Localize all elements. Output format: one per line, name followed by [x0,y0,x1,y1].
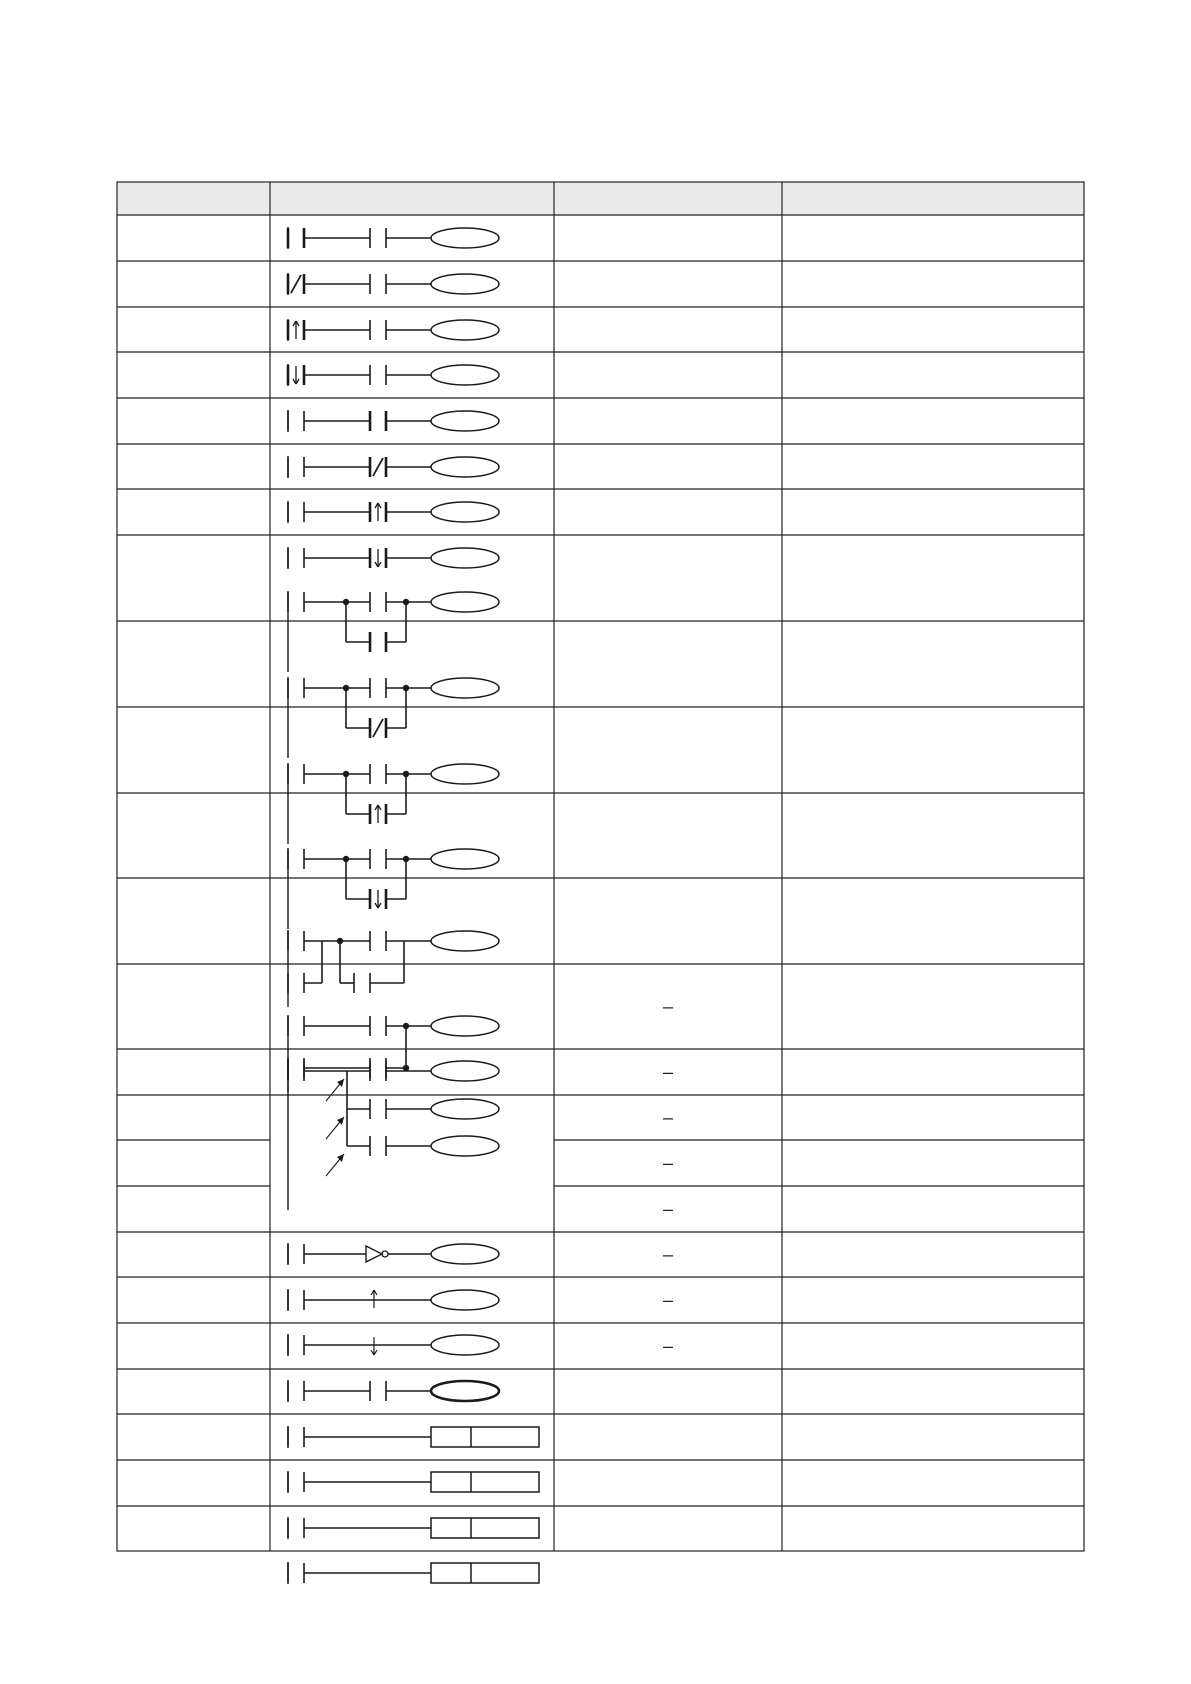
ladder-symbol-branch-push-read-pop [288,1058,499,1210]
ladder-symbol-pulse-rising [288,1289,499,1311]
ladder-symbol-contact-rising-series [288,319,499,341]
table-border [117,182,1084,1551]
ladder-symbol-and-no [288,410,499,432]
ladder-symbol-and-nc [288,456,499,478]
ladder-symbol-or-no [288,591,499,672]
ladder-symbol-and-block [288,930,499,1007]
ladder-symbol-pulse-falling [288,1334,499,1356]
operand-cell: – [662,1290,674,1310]
ladder-symbol-box-instruction [288,1562,539,1584]
operand-cell: – [662,1199,674,1219]
ladder-diagrams [288,227,539,1584]
ladder-symbol-and-rising [288,501,499,523]
ladder-symbol-box-instruction [288,1426,539,1448]
ladder-symbol-or-falling [288,848,499,929]
ladder-symbol-or-nc [288,677,499,758]
ladder-symbol-and-falling [288,547,499,569]
ladder-symbol-box-instruction [288,1471,539,1493]
ladder-symbol-contact-falling-series [288,364,499,386]
ladder-symbol-invert [288,1243,499,1265]
table-grid [117,182,1084,1551]
operand-cell: – [662,1107,674,1128]
ladder-symbol-output-coil [288,1380,499,1402]
ladder-symbol-box-instruction [288,1517,539,1539]
operand-cell: – [662,1153,674,1173]
operand-cell: – [662,1244,674,1265]
ladder-symbol-contact-no-series [288,227,499,249]
header-background [117,182,1084,215]
ladder-symbol-or-rising [288,763,499,844]
ladder-symbol-contact-nc-series [288,273,499,295]
operand-cell: – [662,996,674,1017]
operand-cell: – [662,1062,674,1082]
table-cells [663,997,673,1357]
operand-cell: – [662,1336,674,1356]
